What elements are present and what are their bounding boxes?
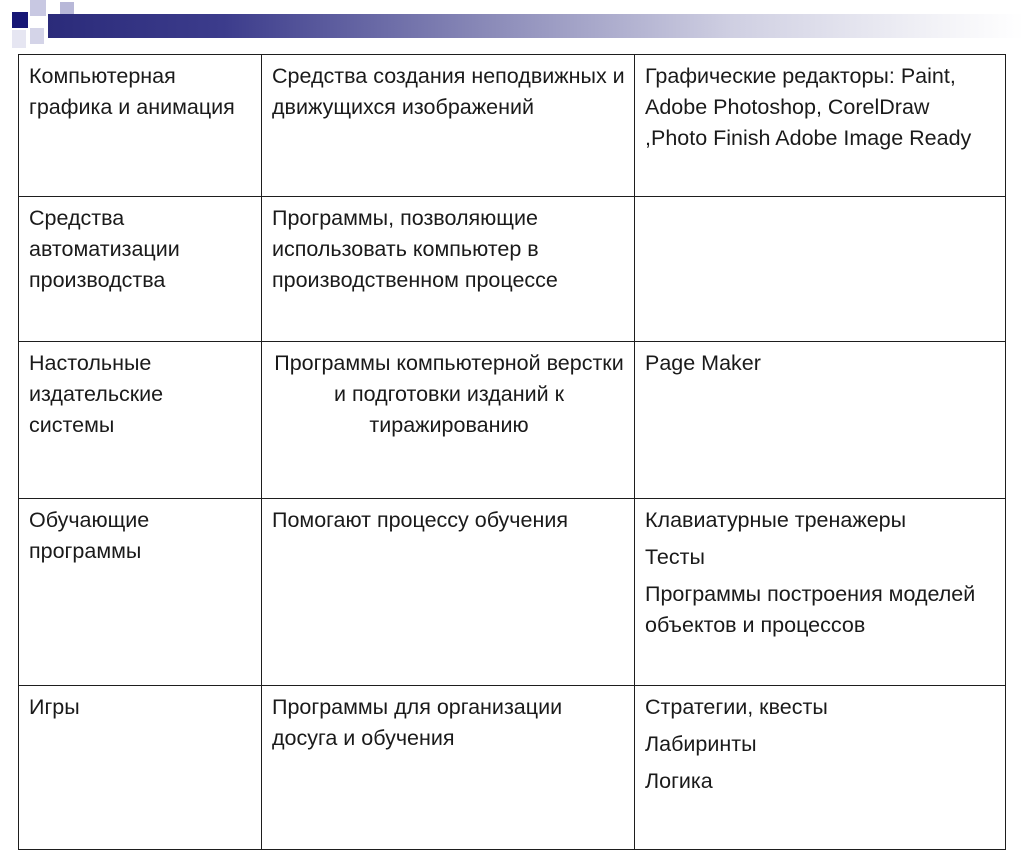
purpose-text: Программы для организации досуга и обучения (272, 695, 563, 750)
purpose-text: Программы, позволяющие использовать компьютер в производственном процессе (272, 206, 558, 292)
example-item: Логика (645, 769, 713, 793)
example-item: Page Maker (645, 351, 761, 375)
decorative-square (30, 0, 46, 16)
purpose-cell (262, 686, 635, 850)
purpose-cell (262, 342, 635, 499)
category-cell (19, 197, 262, 342)
example-item: Клавиатурные тренажеры (645, 508, 907, 532)
category-text: Обучающие программы (29, 508, 150, 563)
purpose-cell (262, 55, 635, 197)
examples-cell (635, 55, 1006, 197)
category-cell (19, 499, 262, 686)
decorative-square (30, 28, 44, 44)
category-text: Средства автоматизации производства (29, 206, 180, 292)
category-text: Настольные издательские системы (29, 351, 164, 437)
example-item: Тесты (645, 545, 705, 569)
category-cell (19, 686, 262, 850)
title-bar-decoration (48, 14, 1024, 38)
example-item: Стратегии, квесты (645, 695, 828, 719)
purpose-cell (262, 499, 635, 686)
category-text: Компьютерная графика и анимация (29, 64, 235, 119)
examples-cell (635, 342, 1006, 499)
example-item: Лабиринты (645, 732, 757, 756)
decorative-square (60, 2, 74, 14)
examples-cell (635, 499, 1006, 686)
table-row (19, 686, 1006, 850)
examples-cell (635, 686, 1006, 850)
example-item: Графические редакторы: Paint, Adobe Photoshop, CorelDraw ,Photo Finish Adobe Image Ready (645, 64, 972, 150)
decorative-square (12, 12, 28, 28)
table-row (19, 499, 1006, 686)
purpose-text: Помогают процессу обучения (272, 508, 568, 532)
example-item: Программы построения моделей объектов и процессов (645, 582, 976, 637)
purpose-cell (262, 197, 635, 342)
examples-cell (635, 197, 1006, 342)
purpose-text: Средства создания неподвижных и движущихся изображений (272, 64, 625, 119)
table-row (19, 197, 1006, 342)
software-types-table (18, 54, 1006, 850)
category-cell (19, 55, 262, 197)
category-text: Игры (29, 695, 80, 719)
purpose-text: Программы компьютерной верстки и подготовки изданий к тиражированию (274, 351, 624, 437)
category-cell (19, 342, 262, 499)
table-row (19, 342, 1006, 499)
decorative-square (12, 30, 26, 48)
table-row (19, 55, 1006, 197)
